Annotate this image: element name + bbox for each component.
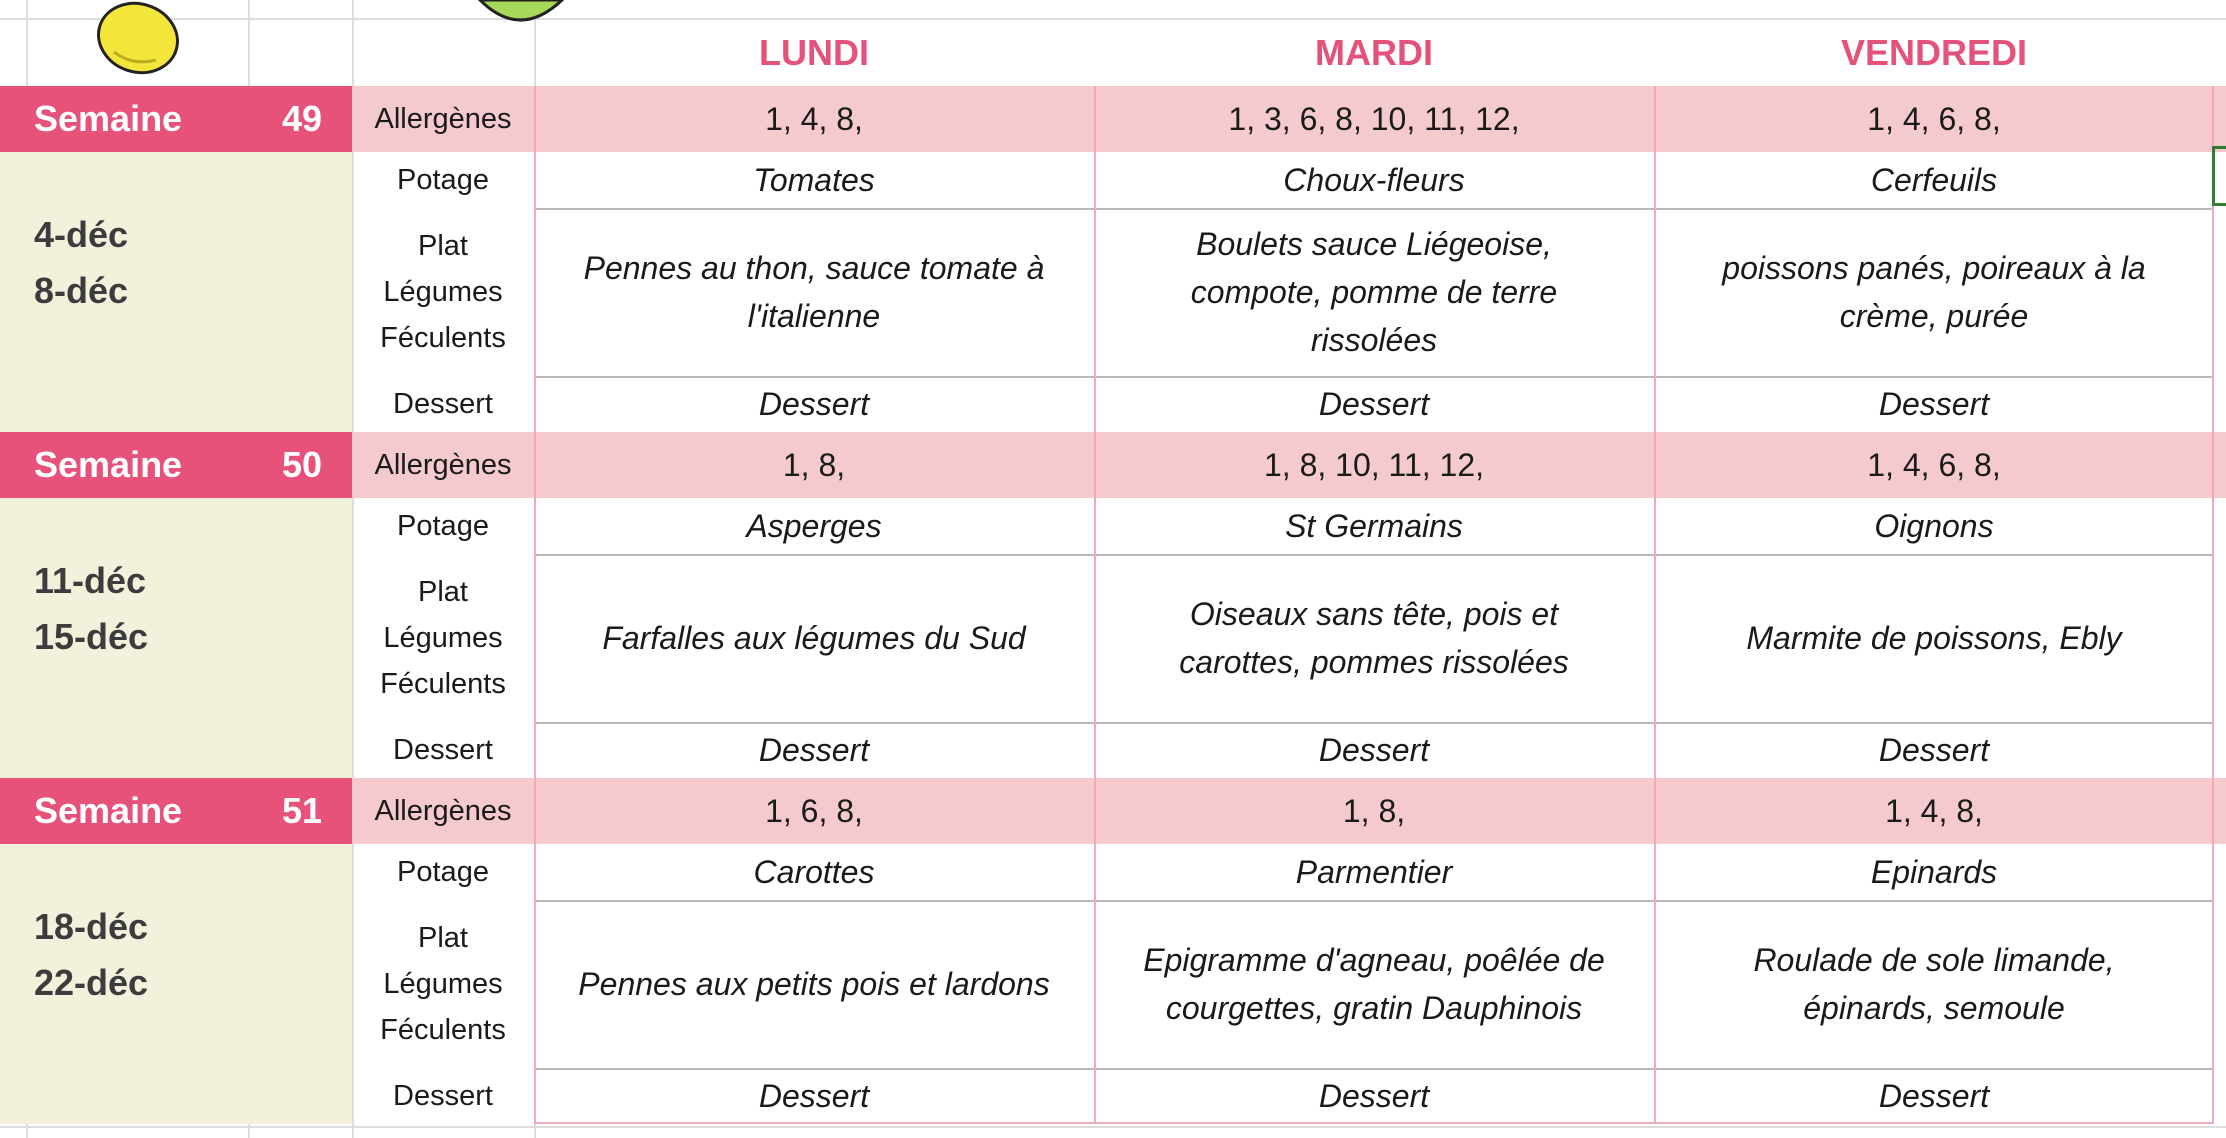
cell-border	[2212, 778, 2214, 1124]
dessert-cell[interactable]: Dessert	[1878, 732, 1990, 768]
soup-cell[interactable]: Asperges	[746, 508, 882, 544]
row-label-legumes: Légumes	[383, 276, 503, 308]
week-number: 49	[281, 98, 322, 139]
cell-border	[534, 900, 2214, 902]
main-cell[interactable]: Farfalles aux légumes du Sud	[602, 620, 1026, 656]
soup-cell[interactable]: Tomates	[753, 162, 875, 198]
date-end: 8-déc	[34, 270, 129, 311]
cell-border	[1654, 432, 1656, 778]
row-label-dessert: Dessert	[393, 388, 493, 420]
cell-border	[1094, 432, 1096, 778]
row-label-soup: Potage	[397, 164, 489, 196]
row-label-soup: Potage	[397, 510, 489, 542]
main-cell[interactable]: Roulade de sole limande, épinards, semoule	[1753, 942, 2115, 1026]
day-header-monday: LUNDI	[759, 32, 869, 73]
cell-border	[1094, 86, 1096, 432]
week-dates	[0, 152, 352, 432]
dessert-cell[interactable]: Dessert	[1318, 386, 1430, 422]
week-block	[0, 778, 2226, 1124]
main-cell[interactable]: Oiseaux sans tête, pois et carottes, pommes rissolées	[1179, 596, 1569, 680]
row-label-dessert: Dessert	[393, 1080, 493, 1112]
week-number: 51	[281, 790, 322, 831]
week-band	[0, 778, 352, 844]
row-label-legumes: Légumes	[383, 622, 503, 654]
cell-border	[534, 554, 2214, 556]
allergen-cell[interactable]: 1, 6, 8,	[765, 793, 863, 829]
cell-border	[534, 1068, 2214, 1070]
dessert-cell[interactable]: Dessert	[1878, 386, 1990, 422]
main-cell[interactable]: Boulets sauce Liégeoise, compote, pomme de terre rissolées	[1190, 226, 1558, 358]
dessert-cell[interactable]: Dessert	[1878, 1078, 1990, 1114]
week-block	[0, 86, 2226, 432]
date-start: 4-déc	[34, 214, 129, 255]
cell-border	[1094, 778, 1096, 1124]
row-label-allergens: Allergènes	[374, 795, 512, 827]
week-band	[0, 432, 352, 498]
week-dates	[0, 844, 352, 1124]
row-label-plat: Plat	[418, 922, 468, 954]
main-cell[interactable]: poissons panés, poireaux à la crème, purée	[1722, 250, 2146, 334]
main-cell[interactable]: Marmite de poissons, Ebly	[1746, 620, 2122, 656]
row-label-main	[352, 554, 534, 722]
week-band	[0, 86, 352, 152]
row-label-main	[352, 208, 534, 376]
soup-cell[interactable]: Parmentier	[1295, 854, 1453, 890]
row-label-main	[352, 900, 534, 1068]
selected-cell-indicator[interactable]	[2212, 146, 2226, 206]
date-start: 11-déc	[34, 560, 147, 601]
row-label-allergens: Allergènes	[374, 103, 512, 135]
cell-border	[534, 722, 2214, 724]
cell-border	[534, 432, 536, 778]
cell-border	[2212, 432, 2214, 778]
week-number: 50	[281, 444, 322, 485]
row-label-soup: Potage	[397, 856, 489, 888]
week-dates	[0, 498, 352, 778]
soup-cell[interactable]: St Germains	[1285, 508, 1463, 544]
date-end: 22-déc	[34, 962, 149, 1003]
row-label-feculents: Féculents	[380, 322, 506, 354]
row-label-feculents: Féculents	[380, 668, 506, 700]
day-header-friday: VENDREDI	[1840, 32, 2028, 73]
dessert-cell[interactable]: Dessert	[1318, 732, 1430, 768]
cell-border	[1654, 778, 1656, 1124]
cell-border	[534, 778, 536, 1124]
row-label-allergens: Allergènes	[374, 449, 512, 481]
soup-cell[interactable]: Oignons	[1874, 508, 1994, 544]
main-cell[interactable]: Pennes au thon, sauce tomate à l'italienne	[583, 250, 1045, 334]
cell-border	[534, 208, 2214, 210]
allergen-cell[interactable]: 1, 4, 6, 8,	[1867, 101, 2001, 137]
day-header-tuesday: MARDI	[1315, 32, 1433, 73]
cell-border	[2212, 86, 2214, 432]
cell-border	[534, 376, 2214, 378]
cell-border	[534, 1122, 2214, 1124]
row-label-feculents: Féculents	[380, 1014, 506, 1046]
allergen-cell[interactable]: 1, 4, 8,	[1885, 793, 1983, 829]
cell-border	[1654, 86, 1656, 432]
cell-border	[534, 86, 536, 432]
allergen-cell[interactable]: 1, 4, 8,	[765, 101, 863, 137]
main-cell[interactable]: Pennes aux petits pois et lardons	[578, 966, 1050, 1002]
soup-cell[interactable]: Carottes	[753, 854, 875, 890]
soup-cell[interactable]: Cerfeuils	[1870, 162, 1998, 198]
dessert-cell[interactable]: Dessert	[758, 1078, 870, 1114]
row-label-plat: Plat	[418, 576, 468, 608]
date-start: 18-déc	[34, 906, 149, 947]
week-block	[0, 432, 2226, 778]
week-label: Semaine	[34, 98, 183, 139]
dessert-cell[interactable]: Dessert	[758, 732, 870, 768]
soup-cell[interactable]: Epinards	[1870, 854, 1998, 890]
allergen-cell[interactable]: 1, 4, 6, 8,	[1867, 447, 2001, 483]
week-label: Semaine	[34, 444, 183, 485]
week-label: Semaine	[34, 790, 183, 831]
main-cell[interactable]: Epigramme d'agneau, poêlée de courgettes, gratin Dauphinois	[1143, 942, 1605, 1026]
row-label-legumes: Légumes	[383, 968, 503, 1000]
row-label-dessert: Dessert	[393, 734, 493, 766]
lemon-icon	[92, 0, 188, 80]
row-label-plat: Plat	[418, 230, 468, 262]
allergen-cell[interactable]: 1, 8,	[1342, 793, 1406, 829]
soup-cell[interactable]: Choux-fleurs	[1283, 162, 1465, 198]
allergen-cell[interactable]: 1, 8,	[782, 447, 846, 483]
dessert-cell[interactable]: Dessert	[758, 386, 870, 422]
grid-row-line	[0, 1126, 2226, 1128]
allergen-cell[interactable]: 1, 8, 10, 11, 12,	[1263, 447, 1484, 483]
dessert-cell[interactable]: Dessert	[1318, 1078, 1430, 1114]
date-end: 15-déc	[34, 616, 149, 657]
allergen-cell[interactable]: 1, 3, 6, 8, 10, 11, 12,	[1228, 101, 1520, 137]
